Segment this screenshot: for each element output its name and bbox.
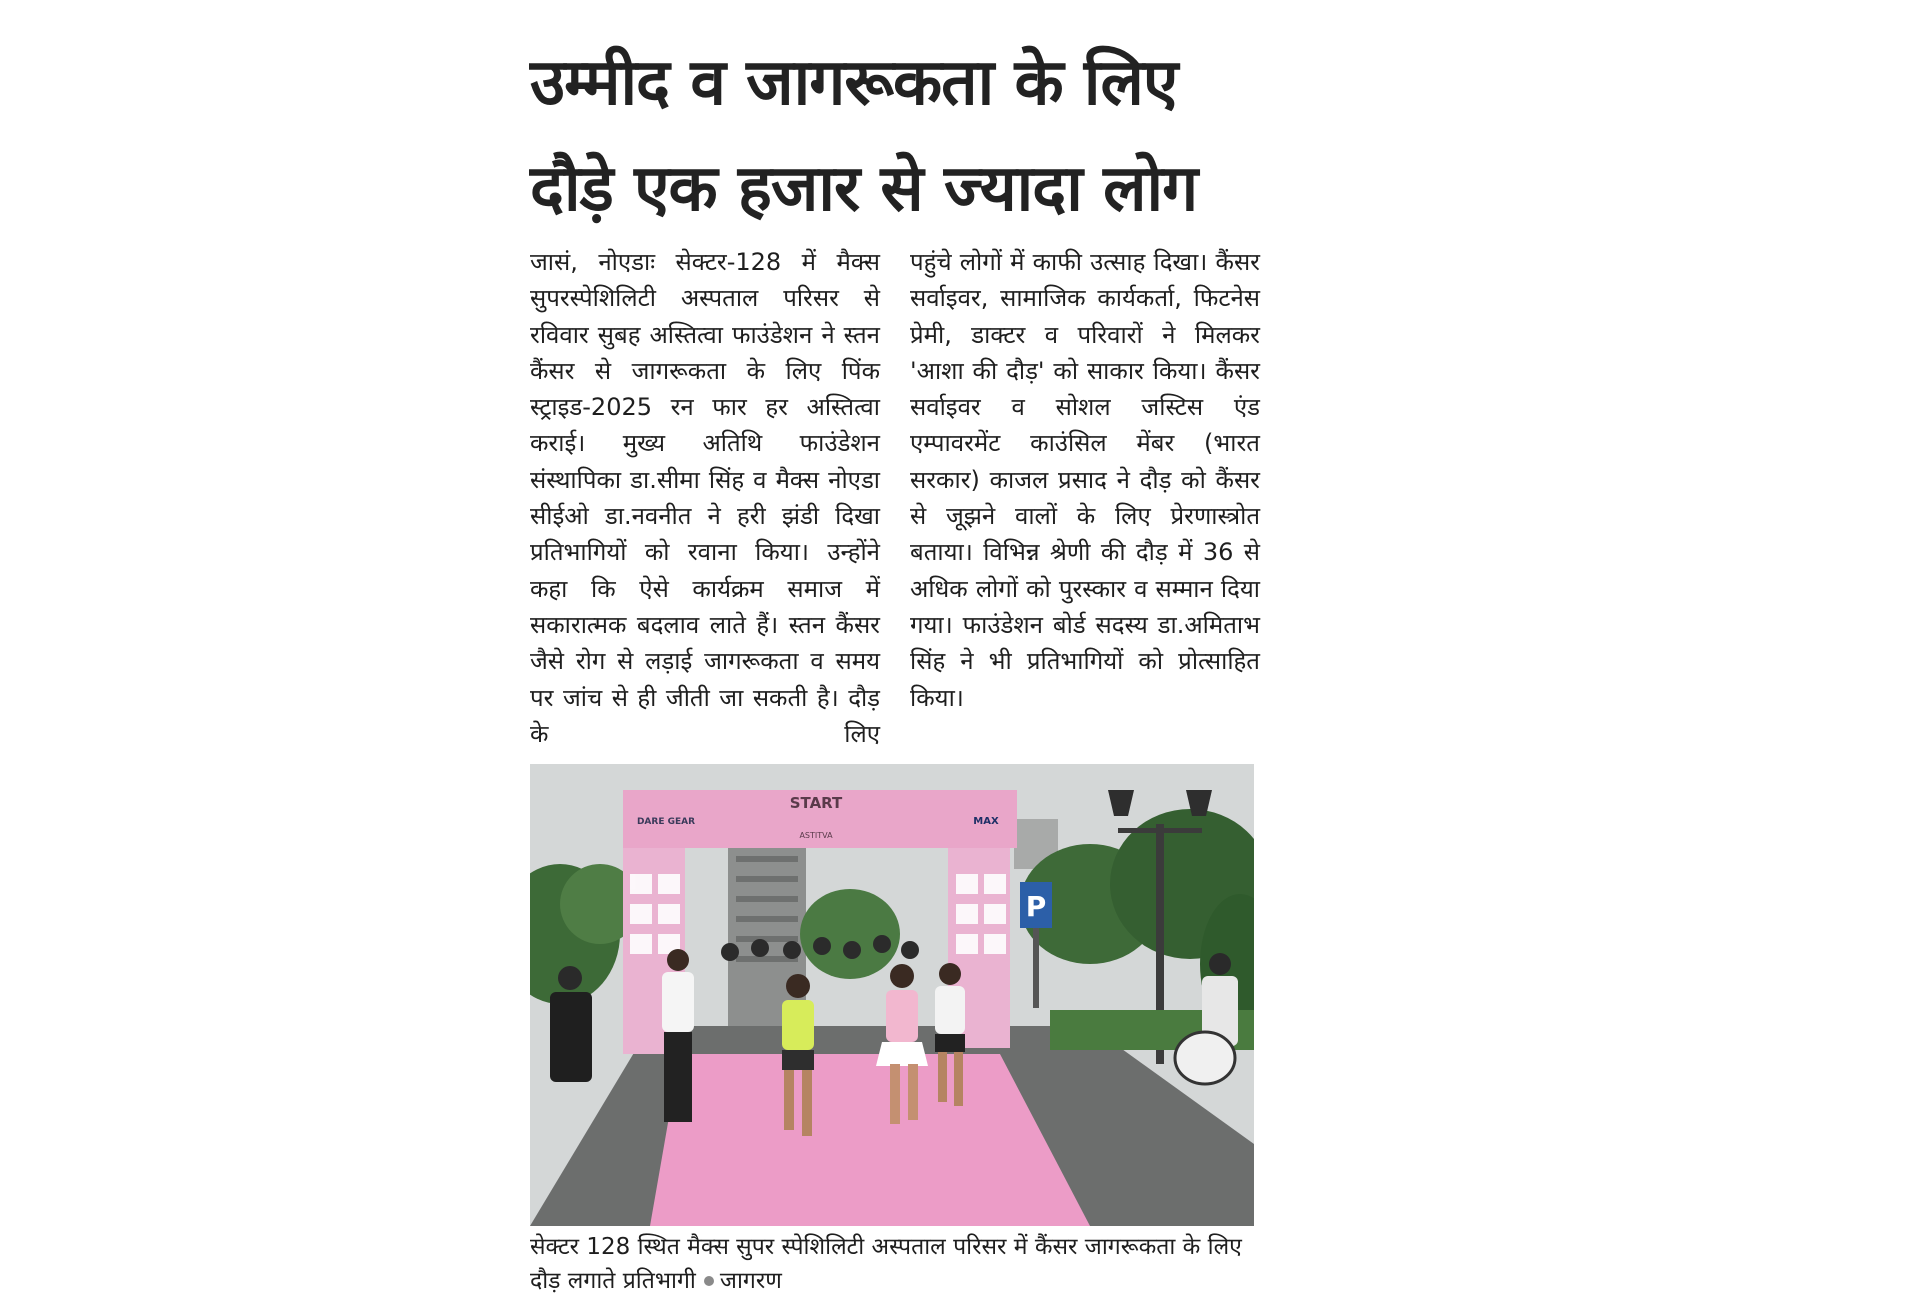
arch-brand-label: ASTITVA xyxy=(799,831,833,840)
caption-line-2: दौड़ लगाते प्रतिभागी xyxy=(530,1268,696,1294)
photo-caption xyxy=(530,1230,1260,1298)
arch-sponsor-right: MAX xyxy=(973,816,999,827)
article-column-1: जासं, नोएडाः सेक्टर-128 में मैक्स सुपरस्पेशिलिटी अस्पताल परिसर से रविवार सुबह अस्तित्वा फाउंडेशन ने स्तन कैंसर से जागरूकता के लिए पिंक स्ट्राइड-2025 रन फार हर अस्तित्वा कराई। मुख्य अतिथि फाउंडेशन संस्थापिका डा.सीमा सिंह व मैक्स नोएडा सीईओ डा.नवनीत ने हरी झंडी दिखा प्रतिभागियों को रवाना किया। उन्होंने कहा कि ऐसे कार्यक्रम समाज में सकारात्मक बदलाव लाते हैं। स्तन कैंसर जैसे रोग से लड़ाई जागरूकता व समय पर जांच से ही जीती जा सकती है। दौड़ के लिए xyxy=(530,248,880,748)
event-photo xyxy=(530,764,1254,1226)
arch-sponsor-left: DARE GEAR xyxy=(636,817,696,827)
event-photo-illustration xyxy=(530,764,1254,1226)
article-column-2: पहुंचे लोगों में काफी उत्साह दिखा। कैंसर सर्वाइवर, सामाजिक कार्यकर्ता, फिटनेस प्रेमी, डाक्टर व परिवारों ने मिलकर 'आशा की दौड़' को साकार किया। कैंसर सर्वाइवर व सोशल जस्टिस एंड एम्पावरमेंट काउंसिल मेंबर (भारत सरकार) काजल प्रसाद ने दौड़ को कैंसर से जूझने वालों के लिए प्रेरणास्त्रोत बताया। विभिन्न श्रेणी की दौड़ में 36 से अधिक लोगों को पुरस्कार व सम्मान दिया गया। फाउंडेशन बोर्ड सदस्य डा.अमिताभ सिंह ने भी प्रतिभागियों को प्रोत्साहित किया। xyxy=(910,248,1260,712)
arch-start-label: START xyxy=(789,794,843,812)
photo-credit: जागरण xyxy=(719,1268,782,1294)
headline-line-1: उम्मीद व जागरूकता के लिए xyxy=(530,46,1178,120)
article-body xyxy=(530,244,1260,782)
credit-dot-icon xyxy=(704,1276,714,1286)
headline-line-2: दौड़े एक हजार से ज्यादा लोग xyxy=(530,152,1198,226)
caption-line-1: सेक्टर 128 स्थित मैक्स सुपर स्पेशिलिटी अस्पताल परिसर में कैंसर जागरूकता के लिए xyxy=(530,1234,1242,1260)
svg-text:P: P xyxy=(1025,890,1047,923)
headline xyxy=(530,30,1260,242)
news-clipping xyxy=(530,30,1260,1294)
